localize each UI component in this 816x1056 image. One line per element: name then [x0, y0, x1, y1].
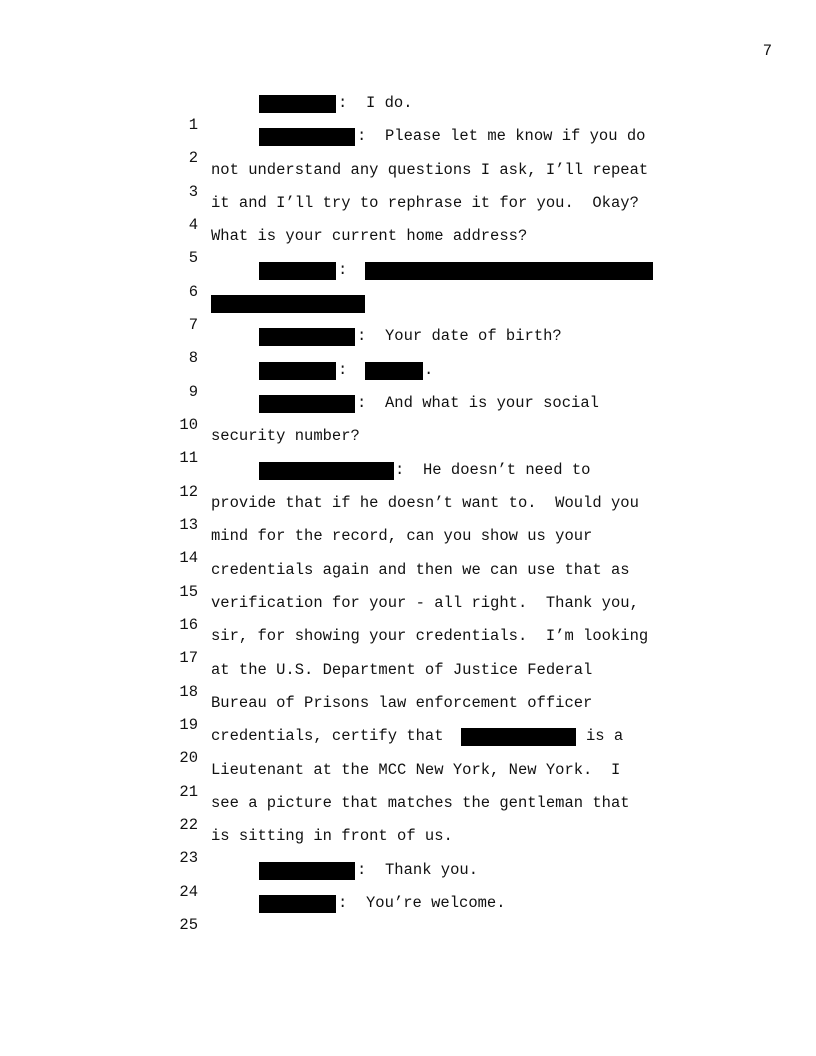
redacted-speaker-name — [259, 262, 336, 280]
line-number: 11 — [179, 449, 198, 467]
speaker-colon: : — [357, 394, 376, 412]
redacted-speaker-name — [259, 362, 336, 380]
line-number: 1 — [188, 116, 198, 134]
line-text: Your date of birth? — [385, 327, 562, 345]
line-number: 20 — [179, 749, 198, 767]
line-text: is sitting in front of us. — [211, 827, 453, 845]
line-number: 18 — [179, 683, 198, 701]
line-text: Please let me know if you do — [385, 127, 646, 145]
line-text: see a picture that matches the gentleman that — [211, 794, 630, 812]
speaker-colon: : — [357, 861, 376, 879]
speaker-colon: : — [338, 94, 357, 112]
transcript-line-7 — [0, 292, 816, 334]
line-text: I do. — [366, 94, 413, 112]
speaker-colon: : — [357, 127, 376, 145]
line-number: 16 — [179, 616, 198, 634]
speaker-colon: : — [338, 361, 348, 379]
line-number: 23 — [179, 849, 198, 867]
transcript-line-14 — [0, 525, 816, 567]
line-text: He doesn’t need to — [423, 461, 591, 479]
line-text: credentials, certify that — [211, 727, 444, 745]
transcript-line-10 — [0, 392, 816, 434]
line-number: 24 — [179, 883, 198, 901]
line-number: 21 — [179, 783, 198, 801]
transcript-line-18 — [0, 659, 816, 701]
line-text: What is your current home address? — [211, 227, 528, 245]
transcript-line-4 — [0, 192, 816, 234]
transcript-line-1 — [0, 92, 816, 134]
line-number: 25 — [179, 916, 198, 934]
line-number: 22 — [179, 816, 198, 834]
transcript-line-16 — [0, 592, 816, 634]
line-number: 4 — [188, 216, 198, 234]
line-text: is a — [586, 727, 624, 745]
line-text: You’re welcome. — [366, 894, 506, 912]
line-text: mind for the record, can you show us your — [211, 527, 593, 545]
line-text: at the U.S. Department of Justice Federal — [211, 661, 593, 679]
line-text: credentials again and then we can use that as — [211, 561, 630, 579]
line-text: And what is your social — [385, 394, 599, 412]
line-text: security number? — [211, 427, 360, 445]
transcript-line-6 — [0, 259, 816, 301]
line-text: not understand any questions I ask, I’ll repeat — [211, 161, 649, 179]
transcript-line-25 — [0, 892, 816, 934]
line-text: provide that if he doesn’t want to. Would you — [211, 494, 639, 512]
line-number: 12 — [179, 483, 198, 501]
transcript-line-21 — [0, 759, 816, 801]
line-number: 19 — [179, 716, 198, 734]
transcript-line-8 — [0, 325, 816, 367]
page-number: 7 — [762, 42, 772, 60]
transcript-line-13 — [0, 492, 816, 534]
line-number: 8 — [188, 349, 198, 367]
line-number: 5 — [188, 249, 198, 267]
line-number: 3 — [188, 183, 198, 201]
line-text: sir, for showing your credentials. I’m looking — [211, 627, 649, 645]
line-text: it and I’ll try to rephrase it for you. Okay? — [211, 194, 639, 212]
transcript-line-22 — [0, 792, 816, 834]
transcript-line-20 — [0, 725, 816, 767]
speaker-colon: : — [338, 261, 348, 279]
transcript-line-11 — [0, 425, 816, 467]
transcript-line-17 — [0, 625, 816, 667]
transcript-line-5 — [0, 225, 816, 267]
speaker-colon: : — [395, 461, 414, 479]
line-number: 9 — [188, 383, 198, 401]
redacted-officer-name — [461, 728, 576, 746]
line-number: 17 — [179, 649, 198, 667]
transcript-line-3 — [0, 159, 816, 201]
line-number: 13 — [179, 516, 198, 534]
redacted-speaker-name — [259, 128, 355, 146]
transcript-line-12 — [0, 459, 816, 501]
redacted-speaker-name — [259, 862, 355, 880]
line-number: 2 — [188, 149, 198, 167]
transcript-line-19 — [0, 692, 816, 734]
line-text: Lieutenant at the MCC New York, New York. I — [211, 761, 621, 779]
speaker-colon: : — [338, 894, 357, 912]
line-number: 15 — [179, 583, 198, 601]
line-number: 14 — [179, 549, 198, 567]
line-number: 7 — [188, 316, 198, 334]
line-text: Thank you. — [385, 861, 479, 879]
redacted-address — [211, 295, 365, 313]
transcript-line-9 — [0, 359, 816, 401]
line-number: 10 — [179, 416, 198, 434]
redacted-speaker-name — [259, 462, 394, 480]
line-number: 6 — [188, 283, 198, 301]
speaker-colon: : — [357, 327, 376, 345]
transcript-line-2 — [0, 125, 816, 167]
line-text: Bureau of Prisons law enforcement officer — [211, 694, 593, 712]
redacted-speaker-name — [259, 95, 336, 113]
line-text: verification for your - all right. Thank you, — [211, 594, 639, 612]
redacted-speaker-name — [259, 395, 355, 413]
transcript-line-24 — [0, 859, 816, 901]
transcript-line-15 — [0, 559, 816, 601]
redacted-address — [365, 262, 653, 280]
redacted-speaker-name — [259, 895, 336, 913]
redacted-speaker-name — [259, 328, 355, 346]
redacted-date-of-birth — [365, 362, 423, 380]
line-text: . — [424, 361, 434, 379]
transcript-line-23 — [0, 825, 816, 867]
